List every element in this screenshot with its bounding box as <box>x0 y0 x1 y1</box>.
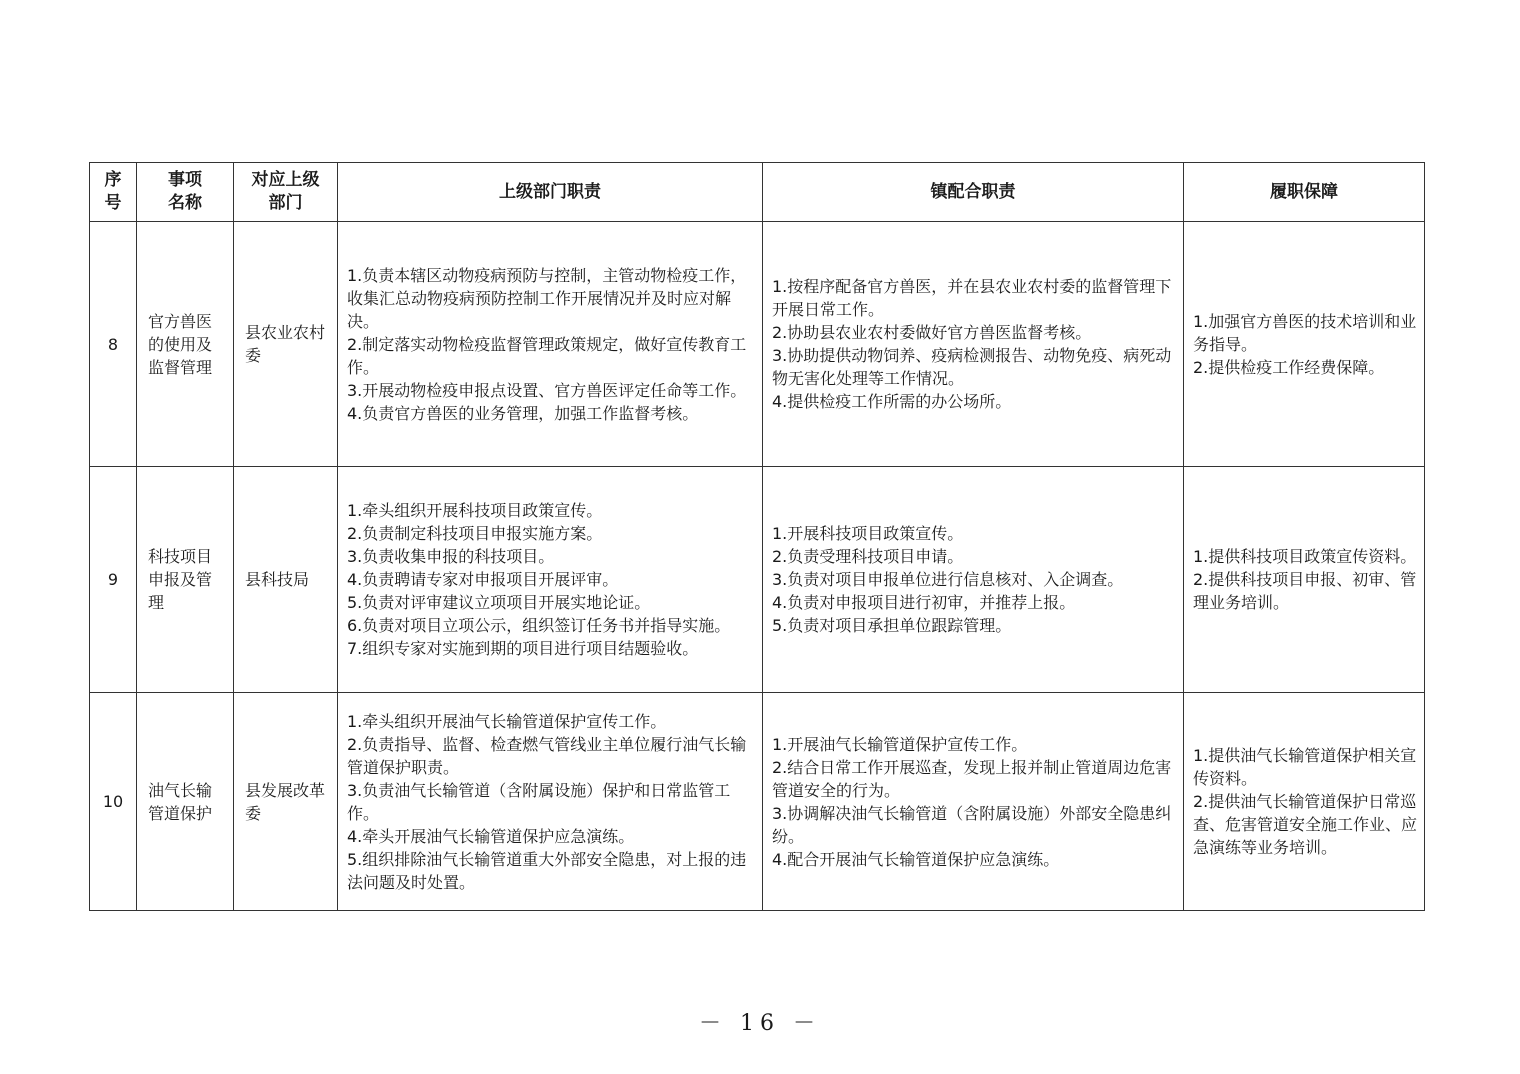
guarantee-duties <box>1184 693 1425 911</box>
superior-dept: 县发展改革委 <box>234 693 338 911</box>
item-name: 科技项目申报及管理 <box>137 467 234 693</box>
duty-line: 2.负责指导、监督、检查燃气管线业主单位履行油气长输管道保护职责。 <box>347 734 747 777</box>
duty-line: 3.负责油气长输管道（含附属设施）保护和日常监管工作。 <box>347 780 731 823</box>
table-row <box>90 467 1425 693</box>
header-town-duties: 镇配合职责 <box>763 163 1184 222</box>
duty-line: 4.负责对申报项目进行初审，并推荐上报。 <box>772 593 1076 612</box>
guarantee-duties <box>1184 222 1425 467</box>
duty-line: 2.协助县农业农村委做好官方兽医监督考核。 <box>772 323 1092 342</box>
header-superior-duties: 上级部门职责 <box>338 163 763 222</box>
duty-line: 1.开展科技项目政策宣传。 <box>772 524 964 543</box>
duty-line: 1.开展油气长输管道保护宣传工作。 <box>772 734 1028 754</box>
duty-table <box>89 162 1425 911</box>
duty-line: 1.加强官方兽医的技术培训和业务指导。 <box>1193 311 1417 354</box>
guarantee-duties <box>1184 467 1425 693</box>
row-number: 9 <box>90 467 137 693</box>
superior-duties <box>338 467 763 693</box>
duty-line: 4.配合开展油气长输管道保护应急演练。 <box>772 849 1060 869</box>
town-duties <box>763 467 1184 693</box>
superior-dept: 县科技局 <box>234 467 338 693</box>
header-superior-dept: 对应上级部门 <box>234 163 338 222</box>
duty-line: 2.结合日常工作开展巡查，发现上报并制止管道周边危害管道安全的行为。 <box>772 757 1172 800</box>
duty-line: 2.负责制定科技项目申报实施方案。 <box>347 524 603 543</box>
duty-line: 3.负责收集申报的科技项目。 <box>347 547 555 566</box>
table-row <box>90 222 1425 467</box>
header-guarantee: 履职保障 <box>1184 163 1425 222</box>
town-duties <box>763 222 1184 467</box>
duty-line: 5.负责对评审建议立项项目开展实地论证。 <box>347 593 651 612</box>
duty-line: 6.负责对项目立项公示，组织签订任务书并指导实施。 <box>347 616 731 635</box>
duty-line: 2.提供检疫工作经费保障。 <box>1193 357 1385 377</box>
duty-line: 3.负责对项目申报单位进行信息核对、入企调查。 <box>772 570 1124 589</box>
duty-line: 3.协调解决油气长输管道（含附属设施）外部安全隐患纠纷。 <box>772 803 1172 846</box>
duty-line: 1.牵头组织开展科技项目政策宣传。 <box>347 501 603 520</box>
duty-line: 7.组织专家对实施到期的项目进行项目结题验收。 <box>347 639 699 658</box>
duty-line: 1.提供油气长输管道保护相关宣传资料。 <box>1193 746 1417 788</box>
superior-duties <box>338 222 763 467</box>
header-item-name: 事项名称 <box>137 163 234 222</box>
row-number: 10 <box>90 693 137 911</box>
duty-line: 1.负责本辖区动物疫病预防与控制，主管动物检疫工作，收集汇总动物疫病预防控制工作开展情况并及时应对解决。 <box>347 265 747 331</box>
duty-line: 5.组织排除油气长输管道重大外部安全隐患，对上报的违法问题及时处置。 <box>347 849 747 892</box>
duty-line: 3.协助提供动物饲养、疫病检测报告、动物免疫、病死动物无害化处理等工作情况。 <box>772 346 1172 388</box>
town-duties <box>763 693 1184 911</box>
item-name: 油气长输管道保护 <box>137 693 234 911</box>
table-header-row <box>90 163 1425 222</box>
duty-line: 4.牵头开展油气长输管道保护应急演练。 <box>347 826 635 846</box>
row-number: 8 <box>90 222 137 467</box>
duty-line: 2.制定落实动物检疫监督管理政策规定，做好宣传教育工作。 <box>347 334 747 377</box>
duty-line: 2.提供油气长输管道保护日常巡查、危害管道安全施工作业、应急演练等业务培训。 <box>1193 792 1418 857</box>
duty-line: 4.提供检疫工作所需的办公场所。 <box>772 392 1012 411</box>
duty-line: 2.提供科技项目申报、初审、管理业务培训。 <box>1193 570 1417 612</box>
duty-line: 2.负责受理科技项目申请。 <box>772 547 964 566</box>
duty-line: 1.提供科技项目政策宣传资料。 <box>1193 547 1417 566</box>
item-name: 官方兽医的使用及监督管理 <box>137 222 234 467</box>
superior-duties <box>338 693 763 911</box>
duty-line: 1.按程序配备官方兽医，并在县农业农村委的监督管理下开展日常工作。 <box>772 277 1172 319</box>
duty-line: 4.负责官方兽医的业务管理，加强工作监督考核。 <box>347 403 699 423</box>
duty-line: 3.开展动物检疫申报点设置、官方兽医评定任命等工作。 <box>347 380 747 400</box>
page-number: － 16 － <box>699 1011 821 1036</box>
table-row <box>90 693 1425 911</box>
duty-line: 4.负责聘请专家对申报项目开展评审。 <box>347 570 619 589</box>
duty-line: 5.负责对项目承担单位跟踪管理。 <box>772 616 1012 635</box>
header-number: 序号 <box>90 163 137 222</box>
duty-line: 1.牵头组织开展油气长输管道保护宣传工作。 <box>347 711 667 731</box>
superior-dept: 县农业农村委 <box>234 222 338 467</box>
